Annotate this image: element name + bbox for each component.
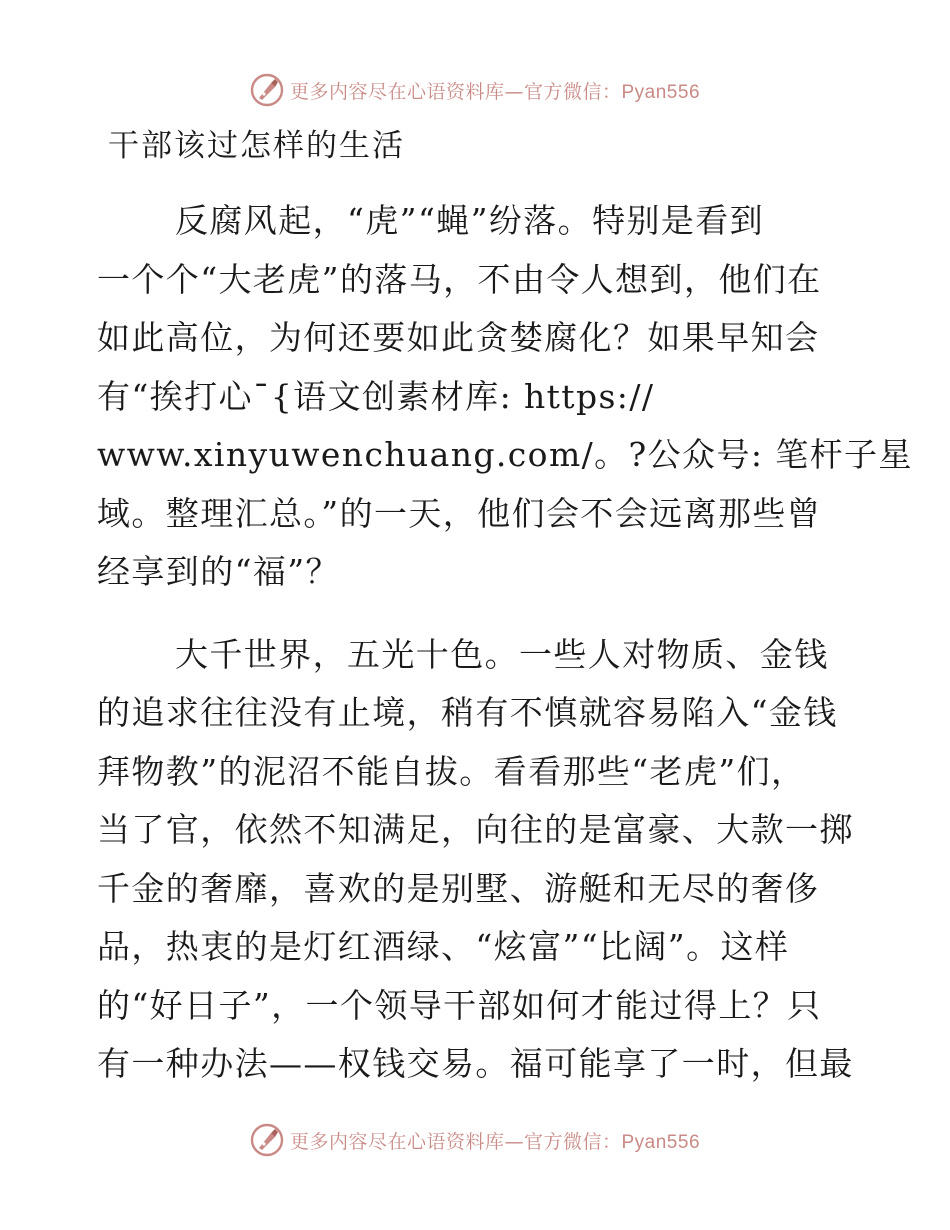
header-banner-content (250, 73, 700, 107)
paragraph-line: 品，热衷的是灯红酒绿、“炫富”“比阔”。这样 (97, 927, 790, 966)
paragraph-line: 拜物教”的泥沼不能自拔。看看那些“老虎”们， (97, 751, 806, 791)
paragraph-line: 有一种办法——权钱交易。福可能享了一时，但最 (97, 1044, 854, 1083)
document-title: 干部该过怎样的生活 (108, 128, 405, 164)
paragraph-line: 的追求往往没有止境，稍有不慎就容易陷入“金钱 (97, 693, 838, 732)
document-body (97, 192, 913, 1118)
paragraph-line: 域。整理汇总。”的一天，他们会不会远离那些曾 (97, 493, 822, 533)
header-banner (0, 70, 950, 110)
paragraph-line: 有“挨打心¯{语文创素材库: https:// (97, 376, 655, 416)
paragraph-line: 当了官，依然不知满足，向往的是富豪、大款一掷 (97, 810, 854, 849)
pen-nib-logo-icon (250, 73, 284, 107)
header-banner-text: 更多内容尽在心语资料库—官方微信：Pyan556 (289, 80, 701, 103)
paragraph-line: 反腐风起，“虎”“蝇”纷落。特别是看到 (175, 201, 765, 240)
footer-banner (0, 1120, 950, 1160)
paragraph-line: www.xinyuwenchuang.com/。?公众号: 笔杆子星 (97, 435, 913, 474)
paragraph-line: 如此高位，为何还要如此贪婪腐化？如果早知会 (97, 318, 820, 357)
paragraph-2 (97, 626, 857, 1094)
footer-wechat-id: Pyan556 (621, 1131, 701, 1153)
footer-banner-text: 更多内容尽在心语资料库—官方微信：Pyan556 (289, 1130, 701, 1153)
paragraph-line: 千金的奢靡，喜欢的是别墅、游艇和无尽的奢侈 (97, 868, 820, 908)
footer-banner-content (250, 1123, 700, 1157)
paragraph-1 (97, 192, 913, 602)
paragraph-line: 一个个“大老虎”的落马，不由令人想到，他们在 (97, 259, 822, 299)
header-wechat-id: Pyan556 (621, 81, 701, 103)
paragraph-line: 大千世界，五光十色。一些人对物质、金钱 (175, 634, 829, 674)
pen-nib-logo-icon (250, 1123, 284, 1157)
paragraph-line: 经享到的“福”？ (97, 552, 340, 591)
paragraph-line: 的“好日子”，一个领导干部如何才能过得上？只 (97, 985, 822, 1025)
